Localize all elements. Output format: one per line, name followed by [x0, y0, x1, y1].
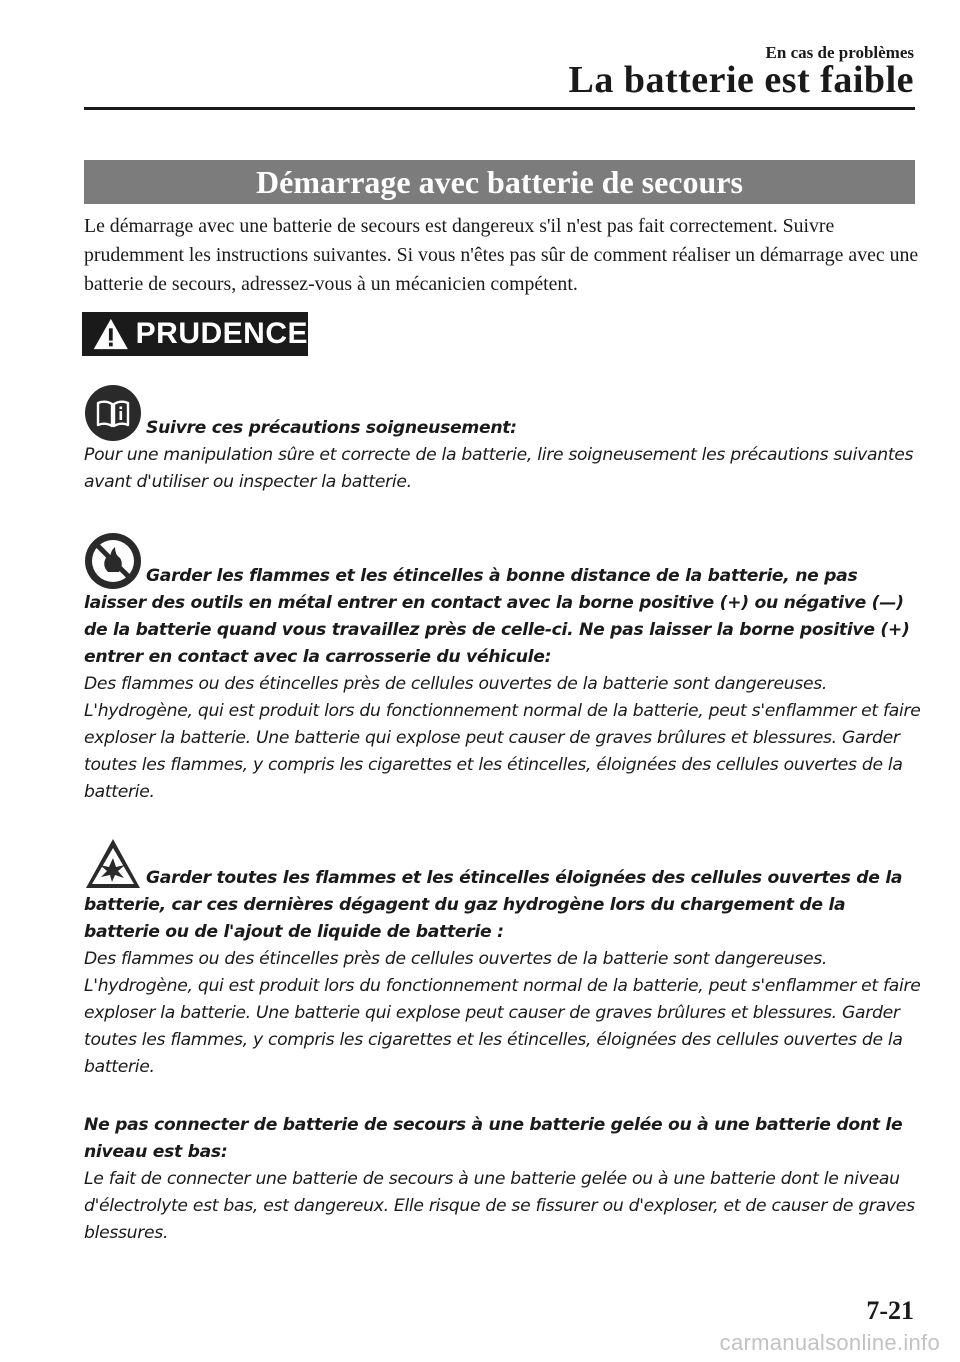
- no-flames-icon: [84, 532, 142, 590]
- section-heading: Démarrage avec batterie de secours: [84, 160, 915, 204]
- precaution-heading: Garder les flammes et les étincelles à bonne distance de la batterie, ne pas laisser des outils en métal entrer en contact avec la borne positive (+) ou négative (—) de la batterie quand vous travaillez près de celle-ci. Ne pas laisser la borne positive (+) entrer en contact avec la carrosserie du véhicule:: [84, 566, 910, 667]
- precaution-body: Des flammes ou des étincelles près de cellules ouvertes de la batterie sont dangereuses. L'hydrogène, qui est produit lors du fonctionnement normal de la batterie, peut s'enflammer et faire exploser la batterie. Une batterie qui explose peut causer de graves brûlures et blessures. Garder toutes les flammes, y compris les cigarettes et les étincelles, éloignées des cellules ouvertes de la batterie.: [84, 674, 921, 802]
- warning-triangle-icon: [90, 312, 132, 356]
- precaution-body: Pour une manipulation sûre et correcte de la batterie, lire soigneusement les précautions suivantes avant d'utiliser ou inspecter la batterie.: [84, 445, 914, 492]
- page-number: 7-21: [866, 1296, 914, 1325]
- precaution-heading: Suivre ces précautions soigneusement:: [146, 418, 517, 438]
- prudence-label: PRUDENCE: [135, 317, 308, 350]
- explosion-warning-icon: [84, 836, 142, 892]
- precaution-body: Le fait de connecter une batterie de secours à une batterie gelée ou à une batterie dont le niveau d'électrolyte est bas, est dangereux. Elle risque de se fissurer ou d'exploser, et de causer de graves blessures.: [84, 1169, 915, 1243]
- page-title: La batterie est faible: [568, 59, 914, 101]
- precaution-no-flames: [84, 532, 924, 806]
- manual-book-icon: [84, 384, 142, 442]
- precaution-body: Des flammes ou des étincelles près de cellules ouvertes de la batterie sont dangereuses. L'hydrogène, qui est produit lors du fonctionnement normal de la batterie, peut s'enflammer et faire exploser la batterie. Une batterie qui explose peut causer de graves brûlures et blessures. Garder toutes les flammes, y compris les cigarettes et les étincelles, éloignées des cellules ouvertes de la batterie.: [84, 949, 921, 1077]
- precaution-frozen-battery: [84, 1112, 924, 1247]
- precaution-heading: Garder toutes les flammes et les étincelles éloignées des cellules ouvertes de la batterie, car ces dernières dégagent du gaz hydrogène lors du chargement de la batterie ou de l'ajout de liquide de batterie :: [84, 868, 903, 942]
- header-divider: [84, 107, 915, 110]
- watermark: carmanualsonline.info: [719, 1330, 940, 1355]
- precaution-manual: [84, 384, 924, 496]
- precaution-heading: Ne pas connecter de batterie de secours à une batterie gelée ou à une batterie dont le niveau est bas:: [84, 1115, 903, 1162]
- chapter-title: En cas de problèmes: [765, 43, 914, 62]
- precaution-explosion: [84, 836, 924, 1081]
- intro-paragraph: Le démarrage avec une batterie de secours est dangereux s'il n'est pas fait correctement. Suivre prudemment les instructions suivantes. Si vous n'êtes pas sûr de comment réaliser un démarrage avec une batterie de secours, adressez-vous à un mécanicien compétent.: [84, 215, 919, 295]
- prudence-banner: [82, 312, 308, 356]
